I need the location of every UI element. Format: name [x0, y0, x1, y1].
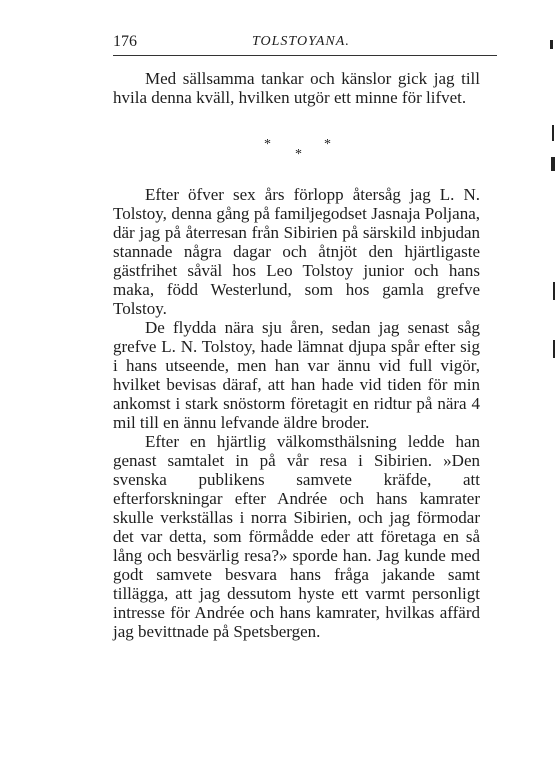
edge-mark	[550, 40, 553, 49]
asterism-star: *	[324, 137, 331, 152]
edge-mark	[553, 340, 555, 358]
edge-mark	[551, 157, 555, 171]
asterism-star: *	[264, 137, 271, 152]
page-number: 176	[113, 33, 137, 50]
paragraph-1: Med sällsamma tankar och känslor gick jag till hvila denna kväll, hvilken utgör ett minne för lifvet.	[113, 69, 480, 107]
running-head: TOLSTOYANA.	[252, 34, 350, 49]
asterism	[260, 138, 340, 168]
paragraph-4: Efter en hjärtlig välkomsthälsning ledde han genast samtalet in på vår resa i Sibirien. »Den svenska publikens samvete kräfde, att efterforskningar efter Andrée och hans kamrater skulle verkställas i norra Sibirien, och jag förmodar det var detta, som förmådde eder att företaga en så lång och besvärlig resa?» sporde han. Jag kunde med godt samvete besvara hans fråga jakande samt tillägga, att jag dessutom hyste ett varmt personligt intresse för Andrée och hans kamrater, hvilkas affärd jag bevittnade på Spetsbergen.	[113, 432, 480, 641]
header-rule	[113, 55, 497, 56]
edge-mark	[553, 282, 555, 300]
paragraph-3: De flydda nära sju åren, sedan jag senast såg grefve L. N. Tolstoy, hade lämnat djupa spår efter sig i hans utseende, men han var ännu vid full vigör, hvilket bevisas däraf, att han hade vid tiden för min ankomst i stark snöstorm företagit en ridtur på nära 4 mil till en ännu lefvande äldre broder.	[113, 318, 480, 432]
edge-mark	[552, 125, 554, 141]
paragraph-2: Efter öfver sex års förlopp återsåg jag L. N. Tolstoy, denna gång på familjegodset Jasnaja Poljana, där jag på återresan från Sibirien på särskild inbjudan stannade några dagar och åtnjöt den hjärtligaste gästfrihet såväl hos Leo Tolstoy junior och hans maka, född Westerlund, som hos gamla grefve Tolstoy.	[113, 185, 480, 318]
text-block-top	[113, 69, 480, 107]
text-block-main	[113, 185, 480, 641]
asterism-star: *	[295, 147, 302, 162]
